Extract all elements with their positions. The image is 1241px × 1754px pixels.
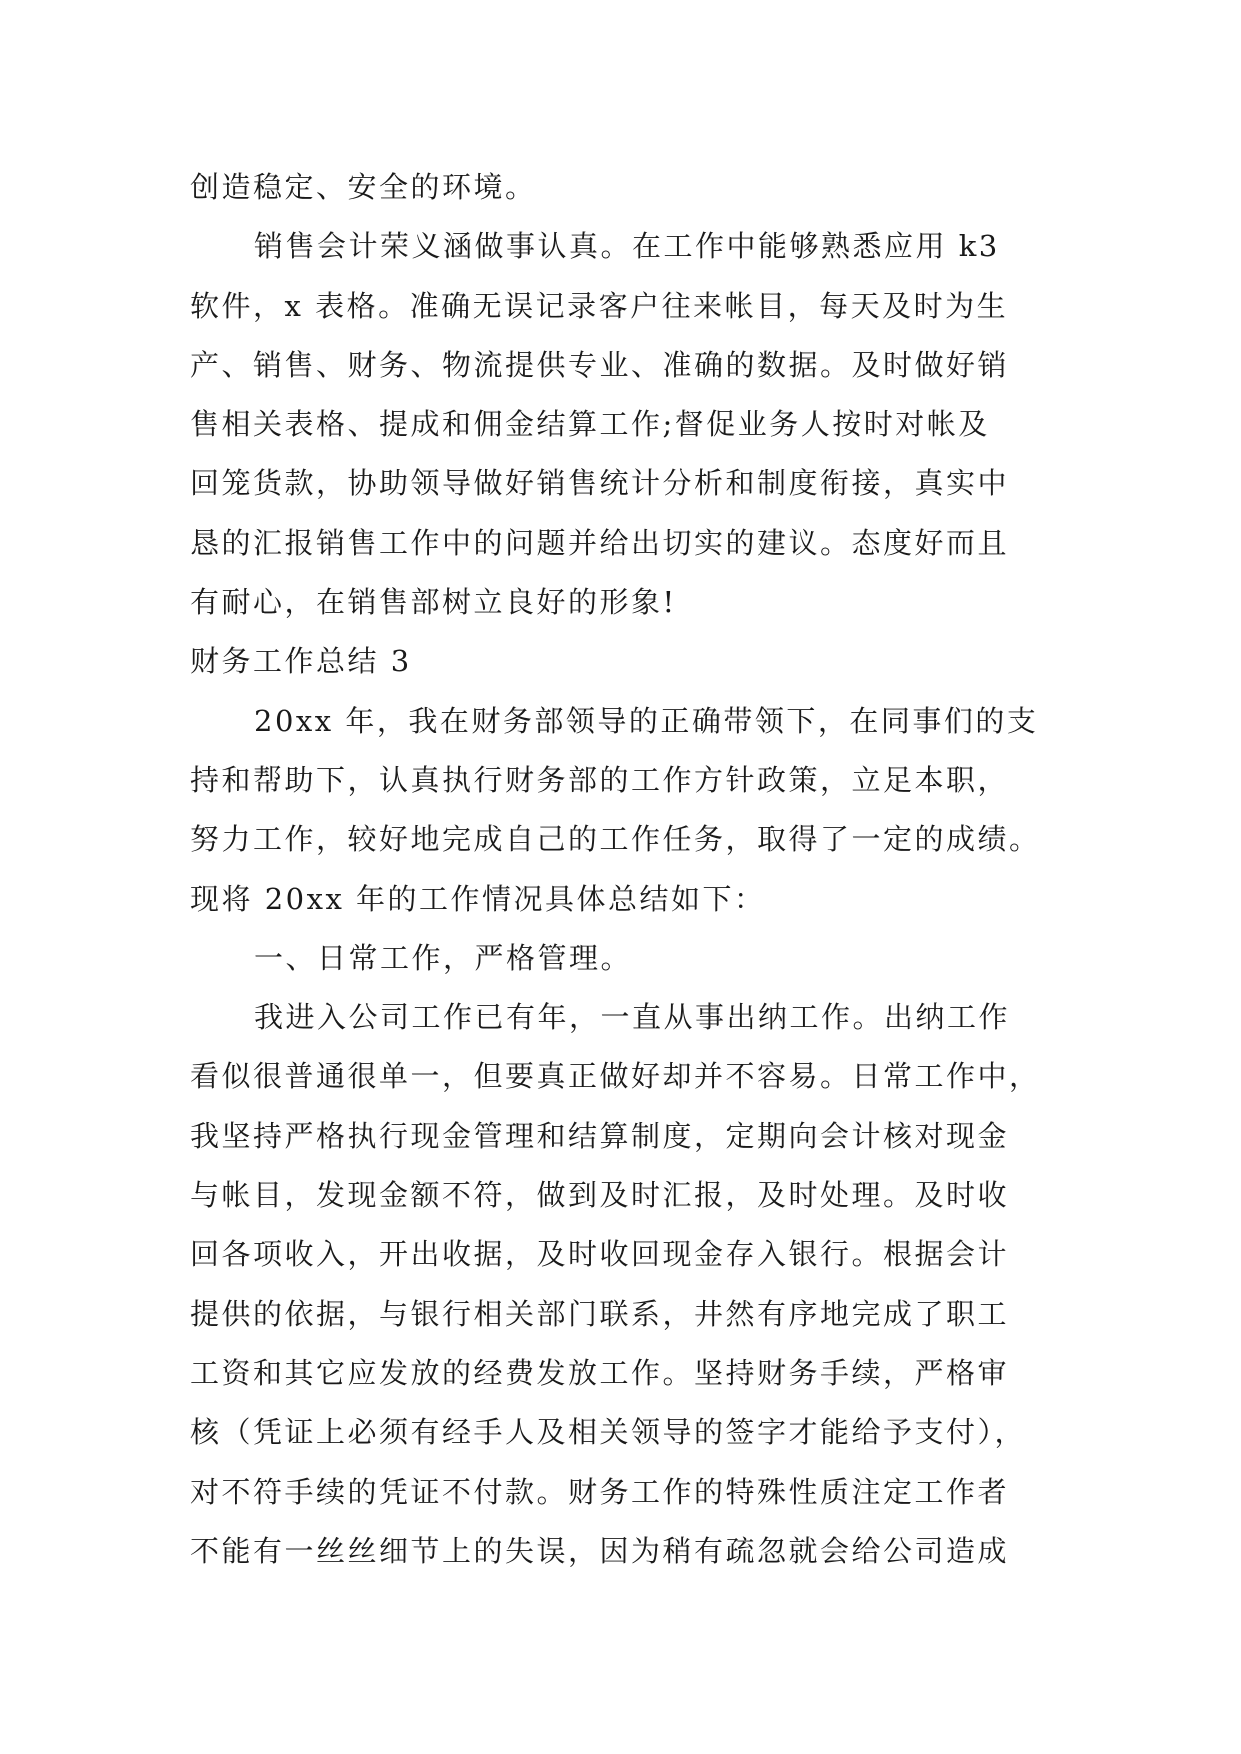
- text-line: 有耐心，在销售部树立良好的形象!: [190, 585, 677, 620]
- text-line: 恳的汇报销售工作中的问题并给出切实的建议。态度好而且: [190, 525, 1010, 560]
- text-line: 与帐目，发现金额不符，做到及时汇报，及时处理。及时收: [190, 1178, 1010, 1213]
- text-line: 回各项收入，开出收据，及时收回现金存入银行。根据会计: [190, 1237, 1010, 1272]
- text-line: 我进入公司工作已有年，一直从事出纳工作。出纳工作: [254, 1000, 1011, 1035]
- text-line: 提供的依据，与银行相关部门联系，井然有序地完成了职工: [190, 1296, 1010, 1331]
- text-line: 核（凭证上必须有经手人及相关领导的签字才能给予支付），: [190, 1415, 1027, 1450]
- text-line: 一、日常工作，严格管理。: [254, 940, 633, 975]
- text-line: 现将 20xx 年的工作情况具体总结如下：: [190, 881, 766, 916]
- text-line: 创造稳定、安全的环境。: [190, 170, 537, 204]
- text-line: 财务工作总结 3: [190, 644, 412, 679]
- text-line: 销售会计荣义涵做事认真。在工作中能够熟悉应用 k3: [254, 229, 1000, 264]
- text-line: 不能有一丝丝细节上的失误，因为稍有疏忽就会给公司造成: [190, 1533, 1010, 1568]
- text-line: 对不符手续的凭证不付款。财务工作的特殊性质注定工作者: [190, 1474, 1010, 1509]
- text-line: 售相关表格、提成和佣金结算工作;督促业务人按时对帐及: [190, 407, 990, 442]
- text-line: 看似很普通很单一，但要真正做好却并不容易。日常工作中，: [190, 1059, 1041, 1094]
- text-line: 持和帮助下，认真执行财务部的工作方针政策，立足本职，: [190, 762, 1010, 797]
- text-line: 我坚持严格执行现金管理和结算制度，定期向会计核对现金: [190, 1118, 1010, 1153]
- text-line: 努力工作，较好地完成自己的工作任务，取得了一定的成绩。: [190, 822, 1041, 857]
- text-line: 产、销售、财务、物流提供专业、准确的数据。及时做好销: [190, 347, 1010, 382]
- text-line: 回笼货款，协助领导做好销售统计分析和制度衔接，真实中: [190, 466, 1010, 501]
- text-line: 20xx 年，我在财务部领导的正确带领下，在同事们的支: [254, 703, 1039, 738]
- document-body: [190, 158, 1050, 1581]
- text-line: 工资和其它应发放的经费发放工作。坚持财务手续，严格审: [190, 1355, 1010, 1390]
- text-line: 软件，x 表格。准确无误记录客户往来帐目，每天及时为生: [190, 288, 1009, 323]
